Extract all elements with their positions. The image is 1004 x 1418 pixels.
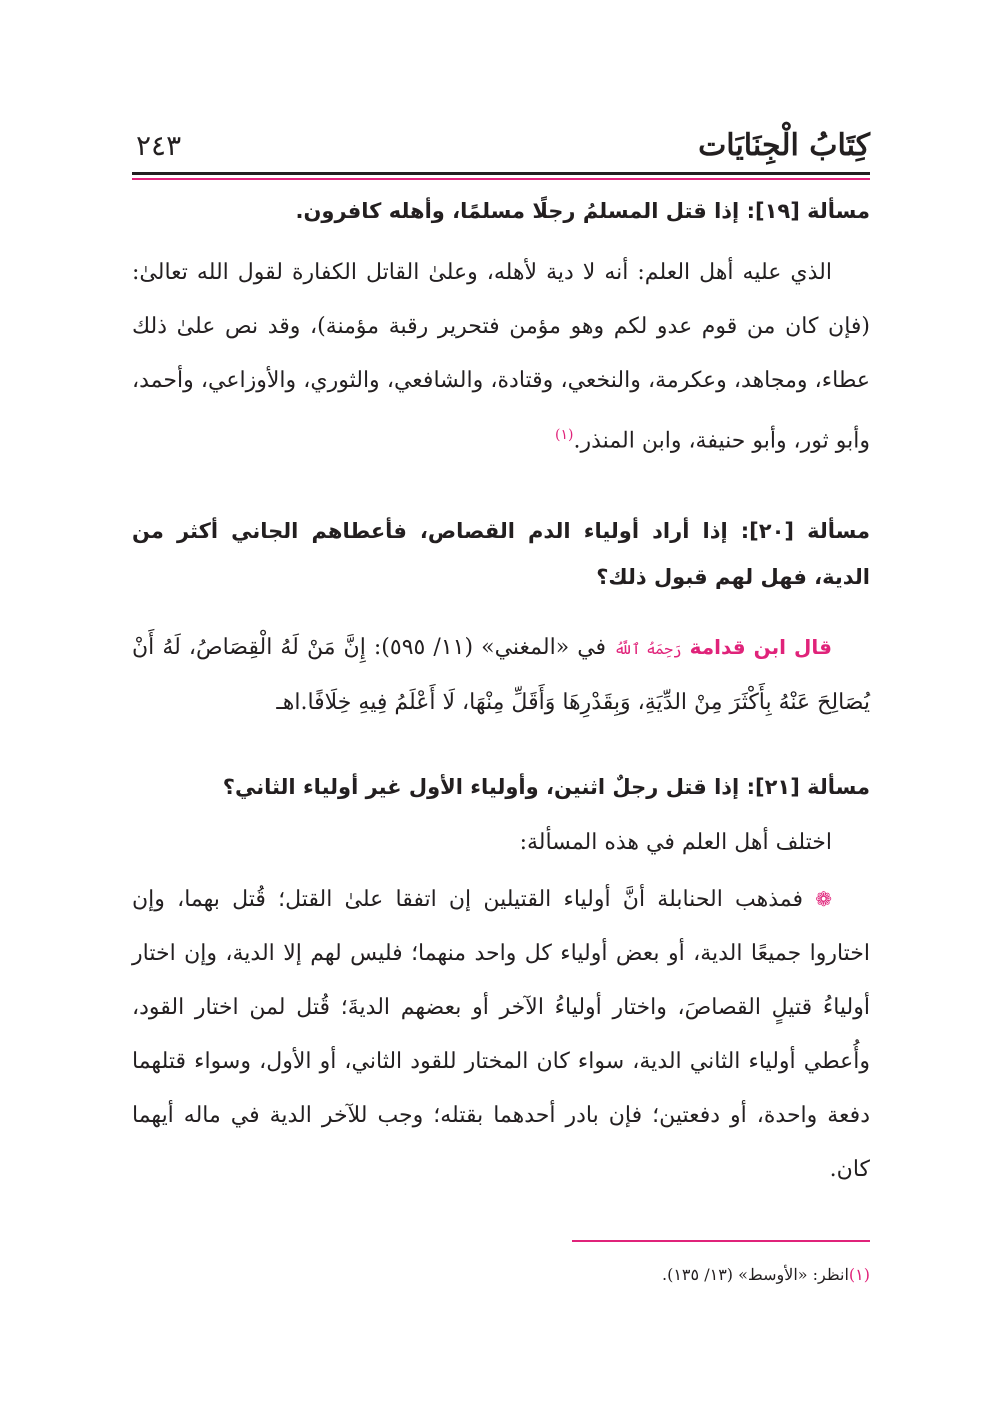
header-rule-dark bbox=[132, 172, 870, 175]
footnote-text: انظر: «الأوسط» (١٣/ ١٣٥). bbox=[662, 1265, 849, 1284]
question-19-heading bbox=[132, 188, 870, 234]
question-19-label: مسألة [١٩]: bbox=[746, 199, 870, 223]
answer-21-paragraph bbox=[132, 872, 870, 1197]
answer-21-intro: اختلف أهل العلم في هذه المسألة: bbox=[519, 830, 832, 855]
answer-19-paragraph bbox=[132, 246, 870, 468]
footnote-1 bbox=[662, 1262, 870, 1288]
question-21-label: مسألة [٢١]: bbox=[746, 775, 870, 799]
question-21-title: إذا قتل رجلٌ اثنين، وأولياء الأول غير أولياء الثاني؟ bbox=[222, 775, 740, 799]
question-21-heading bbox=[132, 764, 870, 810]
footnote-ref-1: (١) bbox=[555, 427, 574, 443]
running-header-title: كِتَابُ الْجِنَايَات bbox=[698, 128, 870, 163]
answer-20-paragraph bbox=[132, 620, 870, 730]
page-number: ٢٤٣ bbox=[136, 129, 182, 162]
quoted-text: إِنَّ مَنْ لَهُ الْقِصَاصُ، لَهُ أَنْ يُصَالِحَ عَنْهُ بِأَكْثَرَ مِنْ الدِّيَةِ، وَبِقَدْرِهَا وَأَقَلِّ مِنْهَا، لَا أَعْلَمُ فِيهِ خِلَافًا.اهـ bbox=[132, 635, 870, 715]
header-rule-pink bbox=[132, 178, 870, 180]
question-20-title: إذا أراد أولياء الدم القصاص، فأعطاهم الجاني أكثر من الدية، فهل لهم قبول ذلك؟ bbox=[132, 519, 870, 589]
question-20-label: مسألة [٢٠]: bbox=[740, 519, 870, 543]
attribution-ibn-qudama: قال ابن قدامة bbox=[689, 635, 833, 659]
footnote-number: (١) bbox=[848, 1265, 870, 1284]
answer-19-text: الذي عليه أهل العلم: أنه لا دية لأهله، وعلىٰ القاتل الكفارة لقول الله تعالىٰ: (فإن كان من قوم عدو لكم وهو مؤمن فتحرير رقبة مؤمنة)، وقد نص علىٰ ذلك عطاء، ومجاهد، وعكرمة، والنخعي، وقتادة، والشافعي، والثوري، والأوزاعي، وأحمد، وأبو ثور، وأبو حنيفة، وابن المنذر. bbox=[132, 260, 870, 454]
flower-bullet-icon: ❁ bbox=[815, 887, 833, 911]
source-citation: في «المغني» (١١/ ٥٩٥): bbox=[373, 635, 607, 660]
question-19-title: إذا قتل المسلمُ رجلًا مسلمًا، وأهله كافرون. bbox=[295, 199, 740, 223]
footnote-rule bbox=[572, 1240, 870, 1242]
answer-21-text: فمذهب الحنابلة أنَّ أولياء القتيلين إن اتفقا علىٰ القتل؛ قُتل بهما، وإن اختاروا جميعًا الدية، أو بعض أولياء كل واحد منهما؛ فليس لهم إلا الدية، وإن اختار أولياءُ قتيلٍ القصاصَ، واختار أولياءُ الآخر أو بعضهم الديةَ؛ قُتل لمن اختار القود، وأُعطي أولياء الثاني الدية، سواء كان المختار للقود الثاني، أو الأول، وسواء قتلهما دفعة واحدة، أو دفعتين؛ فإن بادر أحدهما بقتله؛ وجب للآخر الدية في ماله أيهما كان. bbox=[132, 887, 870, 1182]
honorific: رَحِمَهُ ٱللَّهُ bbox=[614, 640, 682, 658]
question-20-heading bbox=[132, 508, 870, 600]
